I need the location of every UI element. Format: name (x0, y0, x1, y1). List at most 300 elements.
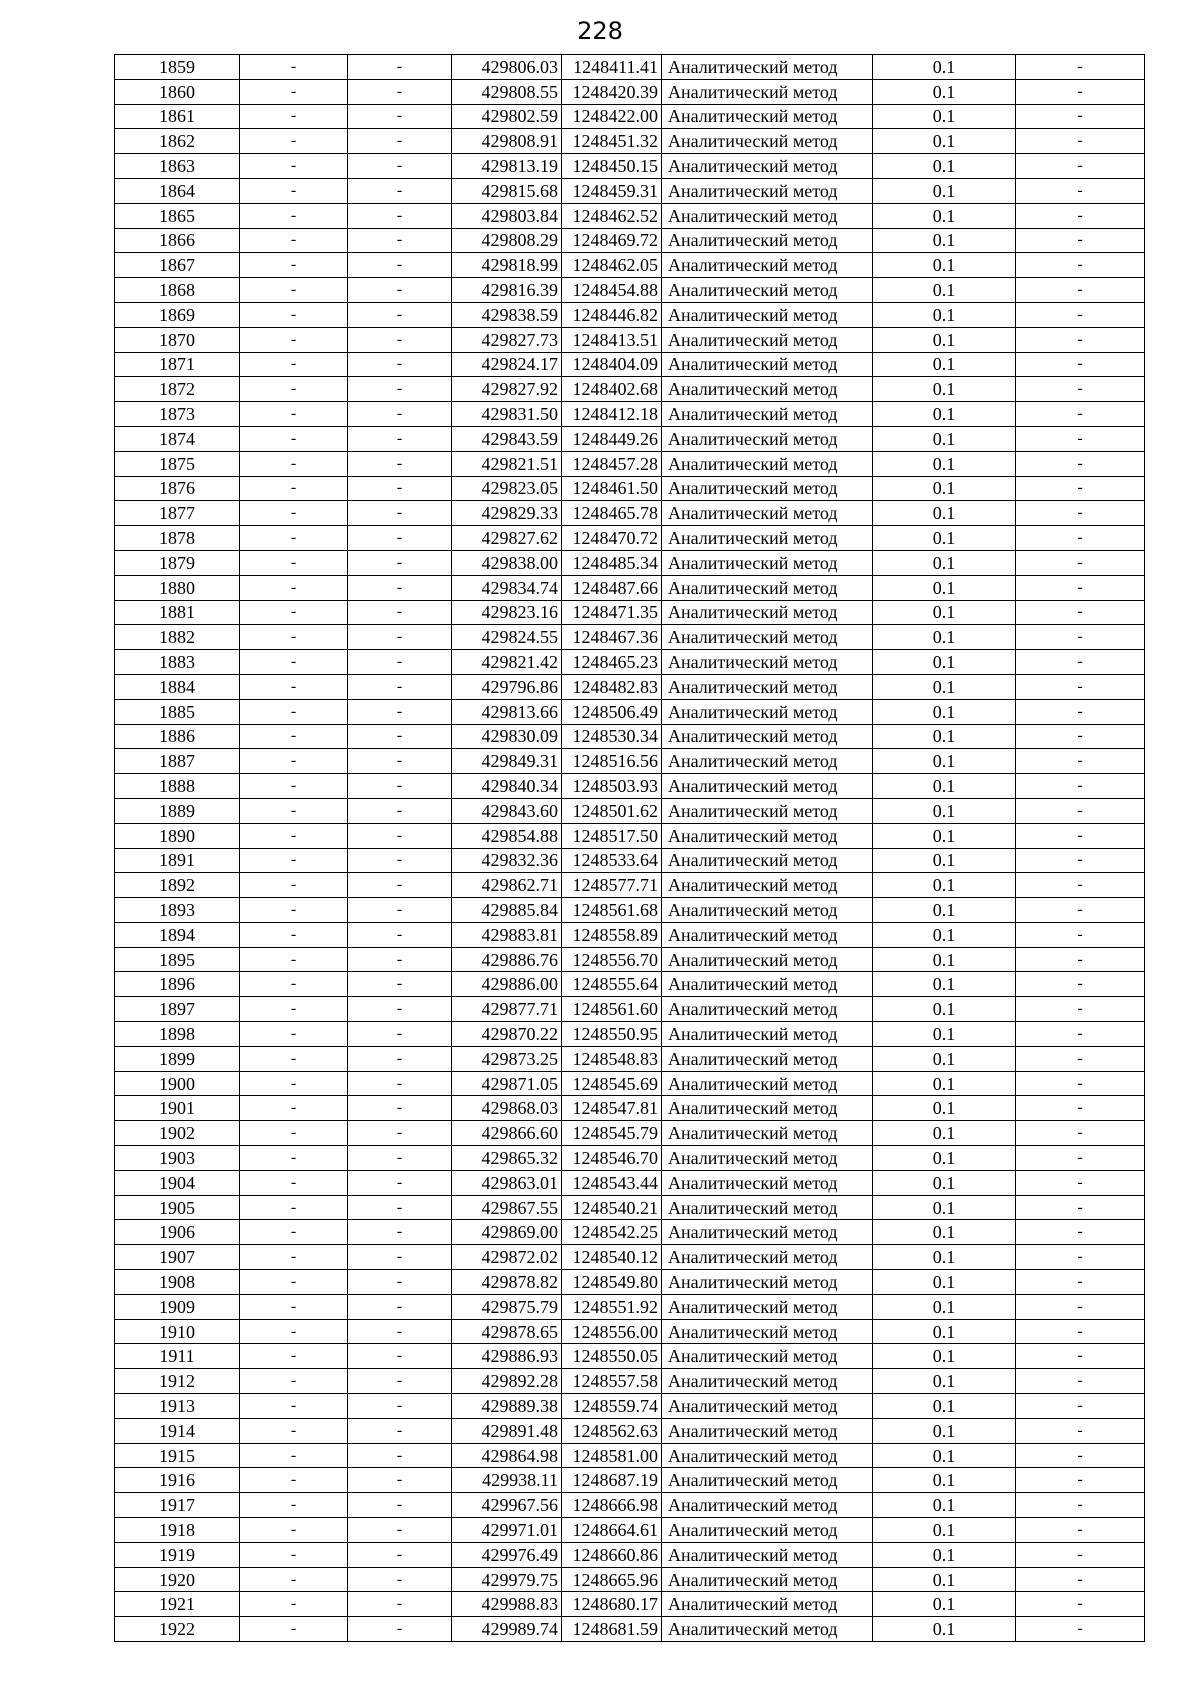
dash-cell-a: - (240, 848, 348, 873)
table-row (115, 947, 1145, 972)
dash-cell-c: - (1016, 327, 1145, 352)
point-number-cell: 1894 (115, 922, 240, 947)
y-coordinate-cell: 1248555.64 (562, 972, 662, 997)
dash-cell-b: - (348, 1096, 452, 1121)
dash-cell-c: - (1016, 501, 1145, 526)
dash-cell-a: - (240, 1418, 348, 1443)
dash-cell-c: - (1016, 1195, 1145, 1220)
dash-cell-a: - (240, 1493, 348, 1518)
method-cell: Аналитический метод (662, 228, 873, 253)
point-number-cell: 1865 (115, 203, 240, 228)
dash-cell-a: - (240, 1319, 348, 1344)
point-number-cell: 1897 (115, 997, 240, 1022)
method-cell: Аналитический метод (662, 203, 873, 228)
table-row (115, 1294, 1145, 1319)
accuracy-cell: 0.1 (873, 823, 1016, 848)
point-number-cell: 1912 (115, 1369, 240, 1394)
x-coordinate-cell: 429821.51 (452, 451, 562, 476)
x-coordinate-cell: 429886.00 (452, 972, 562, 997)
method-cell: Аналитический метод (662, 476, 873, 501)
point-number-cell: 1903 (115, 1146, 240, 1171)
accuracy-cell: 0.1 (873, 154, 1016, 179)
point-number-cell: 1890 (115, 823, 240, 848)
accuracy-cell: 0.1 (873, 1542, 1016, 1567)
dash-cell-b: - (348, 699, 452, 724)
table-row (115, 898, 1145, 923)
x-coordinate-cell: 429843.59 (452, 426, 562, 451)
table-row (115, 1022, 1145, 1047)
accuracy-cell: 0.1 (873, 550, 1016, 575)
point-number-cell: 1896 (115, 972, 240, 997)
dash-cell-a: - (240, 650, 348, 675)
accuracy-cell: 0.1 (873, 426, 1016, 451)
table-row (115, 278, 1145, 303)
point-number-cell: 1870 (115, 327, 240, 352)
y-coordinate-cell: 1248550.95 (562, 1022, 662, 1047)
y-coordinate-cell: 1248422.00 (562, 104, 662, 129)
dash-cell-a: - (240, 253, 348, 278)
x-coordinate-cell: 429886.93 (452, 1344, 562, 1369)
y-coordinate-cell: 1248542.25 (562, 1220, 662, 1245)
dash-cell-b: - (348, 1443, 452, 1468)
point-number-cell: 1861 (115, 104, 240, 129)
dash-cell-a: - (240, 1071, 348, 1096)
method-cell: Аналитический метод (662, 1592, 873, 1617)
method-cell: Аналитический метод (662, 997, 873, 1022)
dash-cell-c: - (1016, 1270, 1145, 1295)
accuracy-cell: 0.1 (873, 749, 1016, 774)
point-number-cell: 1889 (115, 798, 240, 823)
method-cell: Аналитический метод (662, 1567, 873, 1592)
dash-cell-a: - (240, 178, 348, 203)
dash-cell-b: - (348, 674, 452, 699)
x-coordinate-cell: 429875.79 (452, 1294, 562, 1319)
y-coordinate-cell: 1248664.61 (562, 1518, 662, 1543)
dash-cell-b: - (348, 1344, 452, 1369)
dash-cell-b: - (348, 1394, 452, 1419)
x-coordinate-cell: 429818.99 (452, 253, 562, 278)
dash-cell-c: - (1016, 426, 1145, 451)
x-coordinate-cell: 429891.48 (452, 1418, 562, 1443)
x-coordinate-cell: 429827.92 (452, 377, 562, 402)
dash-cell-a: - (240, 724, 348, 749)
accuracy-cell: 0.1 (873, 848, 1016, 873)
dash-cell-b: - (348, 352, 452, 377)
table-row (115, 848, 1145, 873)
table-row (115, 1046, 1145, 1071)
dash-cell-b: - (348, 1270, 452, 1295)
point-number-cell: 1875 (115, 451, 240, 476)
dash-cell-b: - (348, 650, 452, 675)
y-coordinate-cell: 1248557.58 (562, 1369, 662, 1394)
table-row (115, 1121, 1145, 1146)
dash-cell-c: - (1016, 997, 1145, 1022)
x-coordinate-cell: 429831.50 (452, 402, 562, 427)
point-number-cell: 1909 (115, 1294, 240, 1319)
dash-cell-b: - (348, 774, 452, 799)
dash-cell-a: - (240, 823, 348, 848)
y-coordinate-cell: 1248449.26 (562, 426, 662, 451)
dash-cell-b: - (348, 402, 452, 427)
accuracy-cell: 0.1 (873, 302, 1016, 327)
y-coordinate-cell: 1248503.93 (562, 774, 662, 799)
y-coordinate-cell: 1248581.00 (562, 1443, 662, 1468)
dash-cell-a: - (240, 1369, 348, 1394)
y-coordinate-cell: 1248470.72 (562, 526, 662, 551)
dash-cell-c: - (1016, 1146, 1145, 1171)
dash-cell-b: - (348, 129, 452, 154)
dash-cell-c: - (1016, 798, 1145, 823)
x-coordinate-cell: 429823.16 (452, 600, 562, 625)
dash-cell-b: - (348, 724, 452, 749)
dash-cell-a: - (240, 1121, 348, 1146)
dash-cell-b: - (348, 154, 452, 179)
dash-cell-a: - (240, 749, 348, 774)
method-cell: Аналитический метод (662, 352, 873, 377)
dash-cell-a: - (240, 1245, 348, 1270)
x-coordinate-cell: 429886.76 (452, 947, 562, 972)
method-cell: Аналитический метод (662, 129, 873, 154)
dash-cell-c: - (1016, 972, 1145, 997)
dash-cell-b: - (348, 550, 452, 575)
dash-cell-b: - (348, 426, 452, 451)
dash-cell-b: - (348, 1195, 452, 1220)
dash-cell-c: - (1016, 1468, 1145, 1493)
accuracy-cell: 0.1 (873, 476, 1016, 501)
dash-cell-b: - (348, 327, 452, 352)
dash-cell-c: - (1016, 873, 1145, 898)
table-row (115, 1270, 1145, 1295)
accuracy-cell: 0.1 (873, 1394, 1016, 1419)
y-coordinate-cell: 1248687.19 (562, 1468, 662, 1493)
dash-cell-c: - (1016, 1245, 1145, 1270)
y-coordinate-cell: 1248562.63 (562, 1418, 662, 1443)
dash-cell-a: - (240, 699, 348, 724)
dash-cell-a: - (240, 1468, 348, 1493)
x-coordinate-cell: 429865.32 (452, 1146, 562, 1171)
method-cell: Аналитический метод (662, 575, 873, 600)
method-cell: Аналитический метод (662, 302, 873, 327)
dash-cell-b: - (348, 302, 452, 327)
dash-cell-b: - (348, 451, 452, 476)
dash-cell-b: - (348, 1220, 452, 1245)
dash-cell-a: - (240, 352, 348, 377)
accuracy-cell: 0.1 (873, 724, 1016, 749)
dash-cell-b: - (348, 377, 452, 402)
dash-cell-c: - (1016, 550, 1145, 575)
point-number-cell: 1866 (115, 228, 240, 253)
y-coordinate-cell: 1248462.05 (562, 253, 662, 278)
point-number-cell: 1879 (115, 550, 240, 575)
dash-cell-c: - (1016, 1617, 1145, 1642)
dash-cell-b: - (348, 1245, 452, 1270)
y-coordinate-cell: 1248465.78 (562, 501, 662, 526)
x-coordinate-cell: 429827.62 (452, 526, 562, 551)
dash-cell-b: - (348, 178, 452, 203)
y-coordinate-cell: 1248660.86 (562, 1542, 662, 1567)
dash-cell-c: - (1016, 1518, 1145, 1543)
accuracy-cell: 0.1 (873, 1617, 1016, 1642)
y-coordinate-cell: 1248462.52 (562, 203, 662, 228)
point-number-cell: 1888 (115, 774, 240, 799)
dash-cell-c: - (1016, 1369, 1145, 1394)
dash-cell-a: - (240, 922, 348, 947)
point-number-cell: 1922 (115, 1617, 240, 1642)
dash-cell-c: - (1016, 104, 1145, 129)
dash-cell-c: - (1016, 600, 1145, 625)
y-coordinate-cell: 1248547.81 (562, 1096, 662, 1121)
method-cell: Аналитический метод (662, 1046, 873, 1071)
dash-cell-c: - (1016, 1493, 1145, 1518)
method-cell: Аналитический метод (662, 1443, 873, 1468)
y-coordinate-cell: 1248506.49 (562, 699, 662, 724)
x-coordinate-cell: 429871.05 (452, 1071, 562, 1096)
point-number-cell: 1918 (115, 1518, 240, 1543)
table-row (115, 501, 1145, 526)
y-coordinate-cell: 1248516.56 (562, 749, 662, 774)
dash-cell-b: - (348, 1319, 452, 1344)
point-number-cell: 1877 (115, 501, 240, 526)
dash-cell-a: - (240, 1592, 348, 1617)
accuracy-cell: 0.1 (873, 674, 1016, 699)
table-row (115, 1394, 1145, 1419)
dash-cell-b: - (348, 228, 452, 253)
dash-cell-a: - (240, 476, 348, 501)
x-coordinate-cell: 429808.55 (452, 79, 562, 104)
dash-cell-b: - (348, 104, 452, 129)
accuracy-cell: 0.1 (873, 1170, 1016, 1195)
dash-cell-c: - (1016, 1046, 1145, 1071)
y-coordinate-cell: 1248550.05 (562, 1344, 662, 1369)
method-cell: Аналитический метод (662, 1220, 873, 1245)
dash-cell-b: - (348, 1121, 452, 1146)
dash-cell-b: - (348, 526, 452, 551)
table-row (115, 1369, 1145, 1394)
dash-cell-b: - (348, 898, 452, 923)
dash-cell-a: - (240, 1270, 348, 1295)
accuracy-cell: 0.1 (873, 1468, 1016, 1493)
dash-cell-c: - (1016, 1170, 1145, 1195)
accuracy-cell: 0.1 (873, 650, 1016, 675)
accuracy-cell: 0.1 (873, 327, 1016, 352)
accuracy-cell: 0.1 (873, 1518, 1016, 1543)
table-row (115, 550, 1145, 575)
y-coordinate-cell: 1248411.41 (562, 55, 662, 80)
dash-cell-a: - (240, 1146, 348, 1171)
method-cell: Аналитический метод (662, 1022, 873, 1047)
table-row (115, 1245, 1145, 1270)
dash-cell-c: - (1016, 1344, 1145, 1369)
dash-cell-c: - (1016, 55, 1145, 80)
x-coordinate-cell: 429989.74 (452, 1617, 562, 1642)
accuracy-cell: 0.1 (873, 451, 1016, 476)
dash-cell-c: - (1016, 724, 1145, 749)
accuracy-cell: 0.1 (873, 1146, 1016, 1171)
method-cell: Аналитический метод (662, 1170, 873, 1195)
point-number-cell: 1900 (115, 1071, 240, 1096)
y-coordinate-cell: 1248457.28 (562, 451, 662, 476)
dash-cell-b: - (348, 749, 452, 774)
dash-cell-a: - (240, 451, 348, 476)
method-cell: Аналитический метод (662, 1344, 873, 1369)
dash-cell-c: - (1016, 1418, 1145, 1443)
dash-cell-a: - (240, 997, 348, 1022)
table-row (115, 774, 1145, 799)
accuracy-cell: 0.1 (873, 79, 1016, 104)
x-coordinate-cell: 429868.03 (452, 1096, 562, 1121)
table-row (115, 749, 1145, 774)
method-cell: Аналитический метод (662, 699, 873, 724)
dash-cell-b: - (348, 1146, 452, 1171)
x-coordinate-cell: 429796.86 (452, 674, 562, 699)
dash-cell-c: - (1016, 1592, 1145, 1617)
dash-cell-b: - (348, 1046, 452, 1071)
point-number-cell: 1884 (115, 674, 240, 699)
y-coordinate-cell: 1248666.98 (562, 1493, 662, 1518)
y-coordinate-cell: 1248540.21 (562, 1195, 662, 1220)
table-row (115, 1493, 1145, 1518)
accuracy-cell: 0.1 (873, 947, 1016, 972)
method-cell: Аналитический метод (662, 1071, 873, 1096)
x-coordinate-cell: 429821.42 (452, 650, 562, 675)
dash-cell-a: - (240, 947, 348, 972)
method-cell: Аналитический метод (662, 253, 873, 278)
dash-cell-a: - (240, 203, 348, 228)
dash-cell-a: - (240, 1518, 348, 1543)
method-cell: Аналитический метод (662, 104, 873, 129)
method-cell: Аналитический метод (662, 1245, 873, 1270)
y-coordinate-cell: 1248420.39 (562, 79, 662, 104)
x-coordinate-cell: 429873.25 (452, 1046, 562, 1071)
dash-cell-a: - (240, 625, 348, 650)
point-number-cell: 1868 (115, 278, 240, 303)
dash-cell-b: - (348, 278, 452, 303)
table-row (115, 873, 1145, 898)
dash-cell-a: - (240, 402, 348, 427)
y-coordinate-cell: 1248680.17 (562, 1592, 662, 1617)
accuracy-cell: 0.1 (873, 1220, 1016, 1245)
point-number-cell: 1916 (115, 1468, 240, 1493)
accuracy-cell: 0.1 (873, 1022, 1016, 1047)
table-row (115, 1418, 1145, 1443)
x-coordinate-cell: 429854.88 (452, 823, 562, 848)
accuracy-cell: 0.1 (873, 1071, 1016, 1096)
x-coordinate-cell: 429834.74 (452, 575, 562, 600)
y-coordinate-cell: 1248465.23 (562, 650, 662, 675)
method-cell: Аналитический метод (662, 79, 873, 104)
dash-cell-c: - (1016, 203, 1145, 228)
method-cell: Аналитический метод (662, 1418, 873, 1443)
point-number-cell: 1873 (115, 402, 240, 427)
dash-cell-c: - (1016, 922, 1145, 947)
table-row (115, 352, 1145, 377)
table-row (115, 922, 1145, 947)
x-coordinate-cell: 429832.36 (452, 848, 562, 873)
dash-cell-c: - (1016, 898, 1145, 923)
table-row (115, 154, 1145, 179)
x-coordinate-cell: 429878.82 (452, 1270, 562, 1295)
method-cell: Аналитический метод (662, 972, 873, 997)
x-coordinate-cell: 429988.83 (452, 1592, 562, 1617)
dash-cell-a: - (240, 898, 348, 923)
method-cell: Аналитический метод (662, 55, 873, 80)
point-number-cell: 1917 (115, 1493, 240, 1518)
x-coordinate-cell: 429838.59 (452, 302, 562, 327)
x-coordinate-cell: 429815.68 (452, 178, 562, 203)
accuracy-cell: 0.1 (873, 922, 1016, 947)
y-coordinate-cell: 1248681.59 (562, 1617, 662, 1642)
dash-cell-a: - (240, 1022, 348, 1047)
accuracy-cell: 0.1 (873, 898, 1016, 923)
x-coordinate-cell: 429838.00 (452, 550, 562, 575)
dash-cell-c: - (1016, 1542, 1145, 1567)
dash-cell-c: - (1016, 699, 1145, 724)
table-row (115, 129, 1145, 154)
dash-cell-a: - (240, 972, 348, 997)
accuracy-cell: 0.1 (873, 1592, 1016, 1617)
dash-cell-b: - (348, 1567, 452, 1592)
table-row (115, 600, 1145, 625)
dash-cell-a: - (240, 873, 348, 898)
x-coordinate-cell: 429824.55 (452, 625, 562, 650)
point-number-cell: 1911 (115, 1344, 240, 1369)
x-coordinate-cell: 429803.84 (452, 203, 562, 228)
x-coordinate-cell: 429816.39 (452, 278, 562, 303)
dash-cell-a: - (240, 302, 348, 327)
dash-cell-c: - (1016, 749, 1145, 774)
y-coordinate-cell: 1248533.64 (562, 848, 662, 873)
point-number-cell: 1908 (115, 1270, 240, 1295)
dash-cell-b: - (348, 1493, 452, 1518)
dash-cell-a: - (240, 1170, 348, 1195)
accuracy-cell: 0.1 (873, 1567, 1016, 1592)
dash-cell-b: - (348, 997, 452, 1022)
accuracy-cell: 0.1 (873, 972, 1016, 997)
table-row (115, 575, 1145, 600)
method-cell: Аналитический метод (662, 377, 873, 402)
table-row (115, 1518, 1145, 1543)
accuracy-cell: 0.1 (873, 625, 1016, 650)
point-number-cell: 1893 (115, 898, 240, 923)
x-coordinate-cell: 429892.28 (452, 1369, 562, 1394)
point-number-cell: 1864 (115, 178, 240, 203)
x-coordinate-cell: 429823.05 (452, 476, 562, 501)
dash-cell-b: - (348, 798, 452, 823)
method-cell: Аналитический метод (662, 1294, 873, 1319)
method-cell: Аналитический метод (662, 1121, 873, 1146)
method-cell: Аналитический метод (662, 625, 873, 650)
table-row (115, 402, 1145, 427)
method-cell: Аналитический метод (662, 1195, 873, 1220)
dash-cell-c: - (1016, 1443, 1145, 1468)
point-number-cell: 1871 (115, 352, 240, 377)
table-row (115, 1567, 1145, 1592)
table-row (115, 1220, 1145, 1245)
x-coordinate-cell: 429802.59 (452, 104, 562, 129)
y-coordinate-cell: 1248665.96 (562, 1567, 662, 1592)
table-row (115, 104, 1145, 129)
point-number-cell: 1898 (115, 1022, 240, 1047)
method-cell: Аналитический метод (662, 1369, 873, 1394)
method-cell: Аналитический метод (662, 922, 873, 947)
point-number-cell: 1895 (115, 947, 240, 972)
method-cell: Аналитический метод (662, 178, 873, 203)
dash-cell-b: - (348, 1418, 452, 1443)
table-row (115, 823, 1145, 848)
y-coordinate-cell: 1248551.92 (562, 1294, 662, 1319)
dash-cell-a: - (240, 278, 348, 303)
y-coordinate-cell: 1248461.50 (562, 476, 662, 501)
